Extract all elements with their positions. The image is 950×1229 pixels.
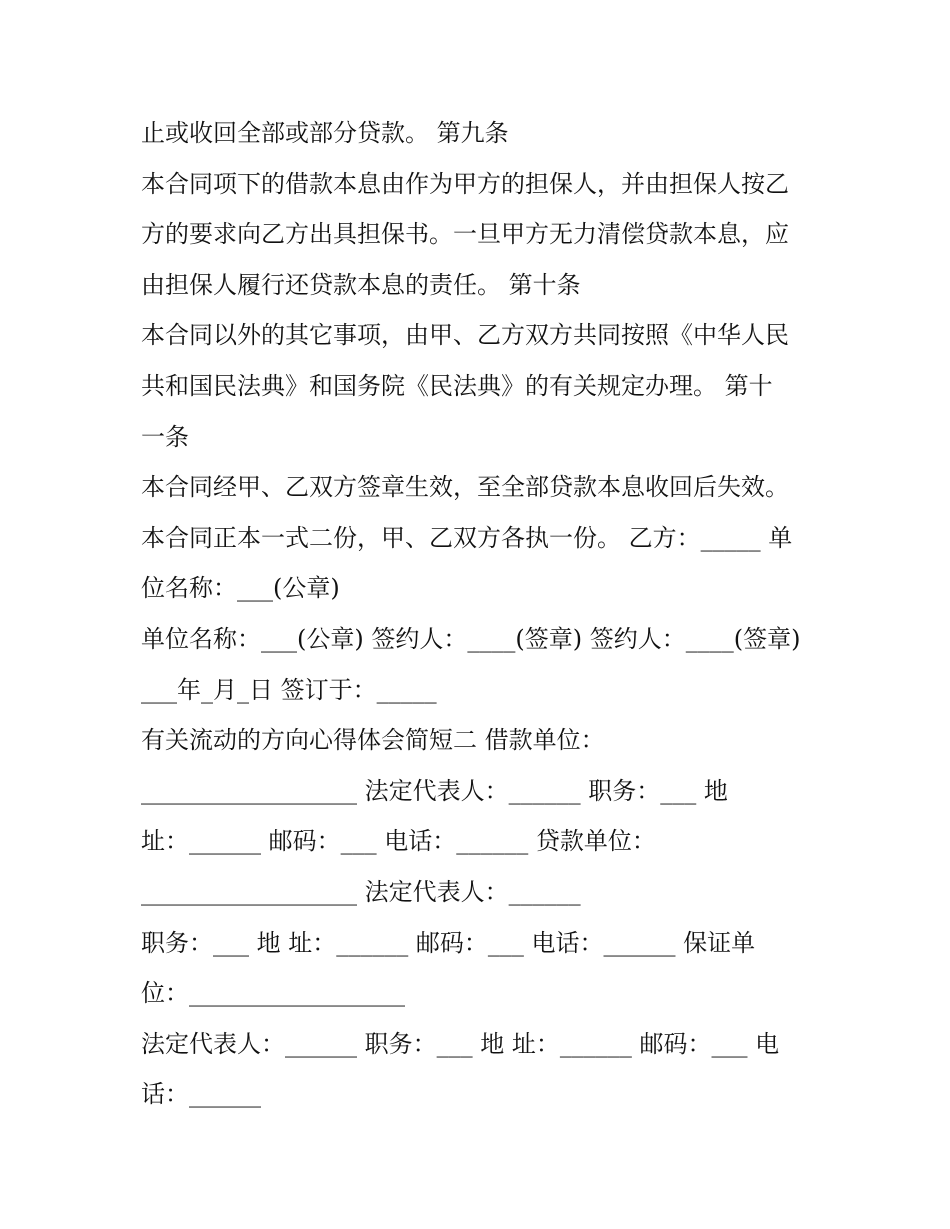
text-line: 本合同经甲、乙双方签章生效，至全部贷款本息收回后失效。 <box>141 473 789 502</box>
text-line: 法定代表人：______ 职务：___ 地 址：______ 邮码：___ 电 <box>141 1029 780 1058</box>
text-line: 本合同正本一式二份，甲、乙双方各执一份。 乙方：_____ 单 <box>141 523 793 552</box>
text-line: 职务：___ 地 址：______ 邮码：___ 电话：______ 保证单 <box>141 928 756 957</box>
document-body <box>141 108 821 1120</box>
text-line: 有关流动的方向心得体会简短二 借款单位： <box>141 726 605 755</box>
text-line: 方的要求向乙方出具担保书。一旦甲方无力清偿贷款本息，应 <box>141 220 789 249</box>
text-line: 本合同项下的借款本息由作为甲方的担保人，并由担保人按乙 <box>141 169 789 198</box>
text-line: __________________ 法定代表人：______ <box>141 877 581 906</box>
text-line: 一条 <box>141 422 189 451</box>
text-line: 址：______ 邮码：___ 电话：______ 贷款单位： <box>141 827 656 856</box>
text-line: 单位名称：___(公章) 签约人：____(签章) 签约人：____(签章) <box>141 624 801 653</box>
text-line: ___年_月_日 签订于：_____ <box>141 675 437 704</box>
text-line: 话：______ <box>141 1080 261 1109</box>
text-line: 位：__________________ <box>141 979 405 1008</box>
text-line: 本合同以外的其它事项，由甲、乙方双方共同按照《中华人民 <box>141 321 789 350</box>
text-line: 位名称：___(公章) <box>141 574 340 603</box>
text-line: 止或收回全部或部分贷款。 第九条 <box>141 119 509 147</box>
text-line: 共和国民法典》和国务院《民法典》的有关规定办理。 第十 <box>141 371 773 400</box>
text-line: __________________ 法定代表人：______ 职务：___ 地 <box>141 776 728 805</box>
text-line: 由担保人履行还贷款本息的责任。 第十条 <box>141 270 581 299</box>
